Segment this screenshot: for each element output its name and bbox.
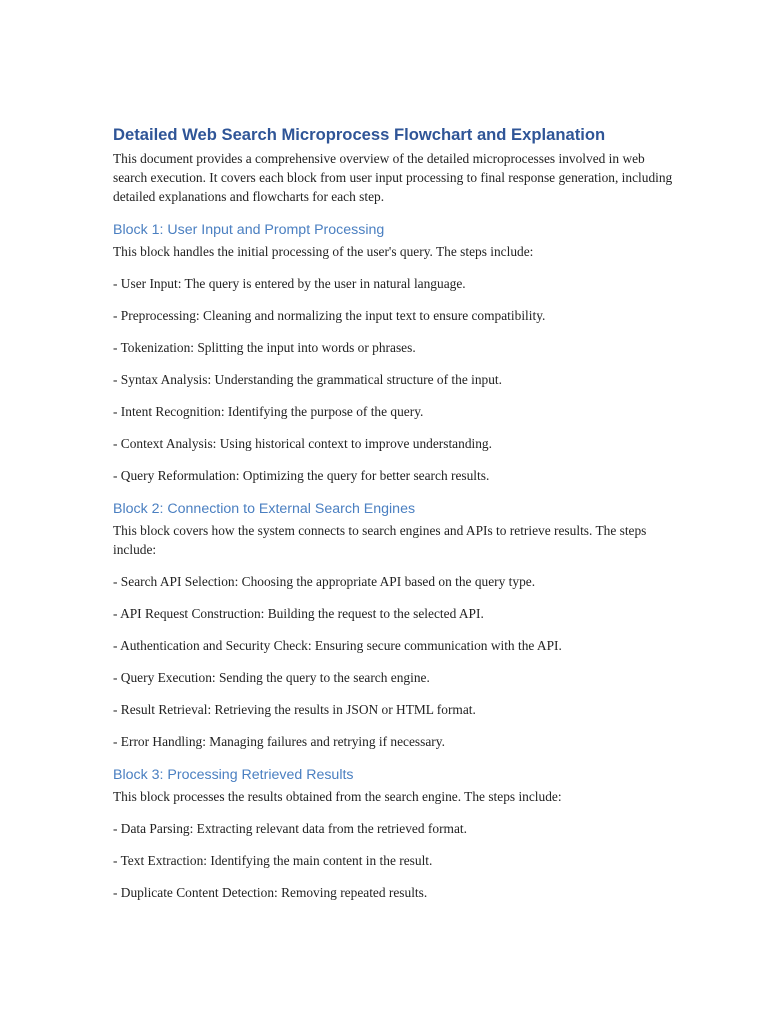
section-heading-block-3: Block 3: Processing Retrieved Results (113, 767, 354, 783)
step-item-user-input: - User Input: The query is entered by the user in natural language. (113, 276, 466, 291)
section-heading-block-1: Block 1: User Input and Prompt Processing (113, 222, 385, 238)
step-item-error-handling: - Error Handling: Managing failures and retrying if necessary. (113, 734, 445, 749)
step-item-preprocessing: - Preprocessing: Cleaning and normalizing the input text to ensure compatibility. (113, 308, 546, 323)
section-block-3 (113, 765, 673, 902)
step-item-api-request-construction: - API Request Construction: Building the request to the selected API. (113, 606, 484, 621)
document-intro: This document provides a comprehensive overview of the detailed microprocesses involved in web search execution. It covers each block from user input processing to final response generation, including detailed explanations and flowcharts for each step. (113, 151, 673, 204)
step-item-tokenization: - Tokenization: Splitting the input into words or phrases. (113, 340, 416, 355)
step-item-duplicate-content-detection: - Duplicate Content Detection: Removing repeated results. (113, 885, 428, 900)
step-item-search-api-selection: - Search API Selection: Choosing the appropriate API based on the query type. (113, 574, 536, 589)
step-item-query-execution: - Query Execution: Sending the query to the search engine. (113, 670, 430, 685)
step-item-result-retrieval: - Result Retrieval: Retrieving the results in JSON or HTML format. (113, 702, 476, 717)
section-heading-block-2: Block 2: Connection to External Search Engines (113, 501, 416, 517)
document-title: Detailed Web Search Microprocess Flowchart and Explanation (113, 125, 606, 144)
section-block-2 (113, 499, 673, 751)
step-item-context-analysis: - Context Analysis: Using historical context to improve understanding. (113, 436, 492, 451)
step-item-data-parsing: - Data Parsing: Extracting relevant data from the retrieved format. (113, 821, 467, 836)
step-item-intent-recognition: - Intent Recognition: Identifying the purpose of the query. (113, 404, 424, 419)
step-item-authentication-security-check: - Authentication and Security Check: Ensuring secure communication with the API. (113, 638, 562, 653)
section-intro-block-2: This block covers how the system connects to search engines and APIs to retrieve results. The steps include: (113, 523, 647, 557)
step-item-query-reformulation: - Query Reformulation: Optimizing the query for better search results. (113, 468, 490, 483)
step-item-syntax-analysis: - Syntax Analysis: Understanding the grammatical structure of the input. (113, 372, 502, 387)
document-content (113, 123, 673, 902)
section-intro-block-3: This block processes the results obtained from the search engine. The steps include: (113, 789, 562, 804)
step-item-text-extraction: - Text Extraction: Identifying the main content in the result. (113, 853, 433, 868)
section-block-1 (113, 220, 673, 485)
section-intro-block-1: This block handles the initial processing of the user's query. The steps include: (113, 244, 534, 259)
